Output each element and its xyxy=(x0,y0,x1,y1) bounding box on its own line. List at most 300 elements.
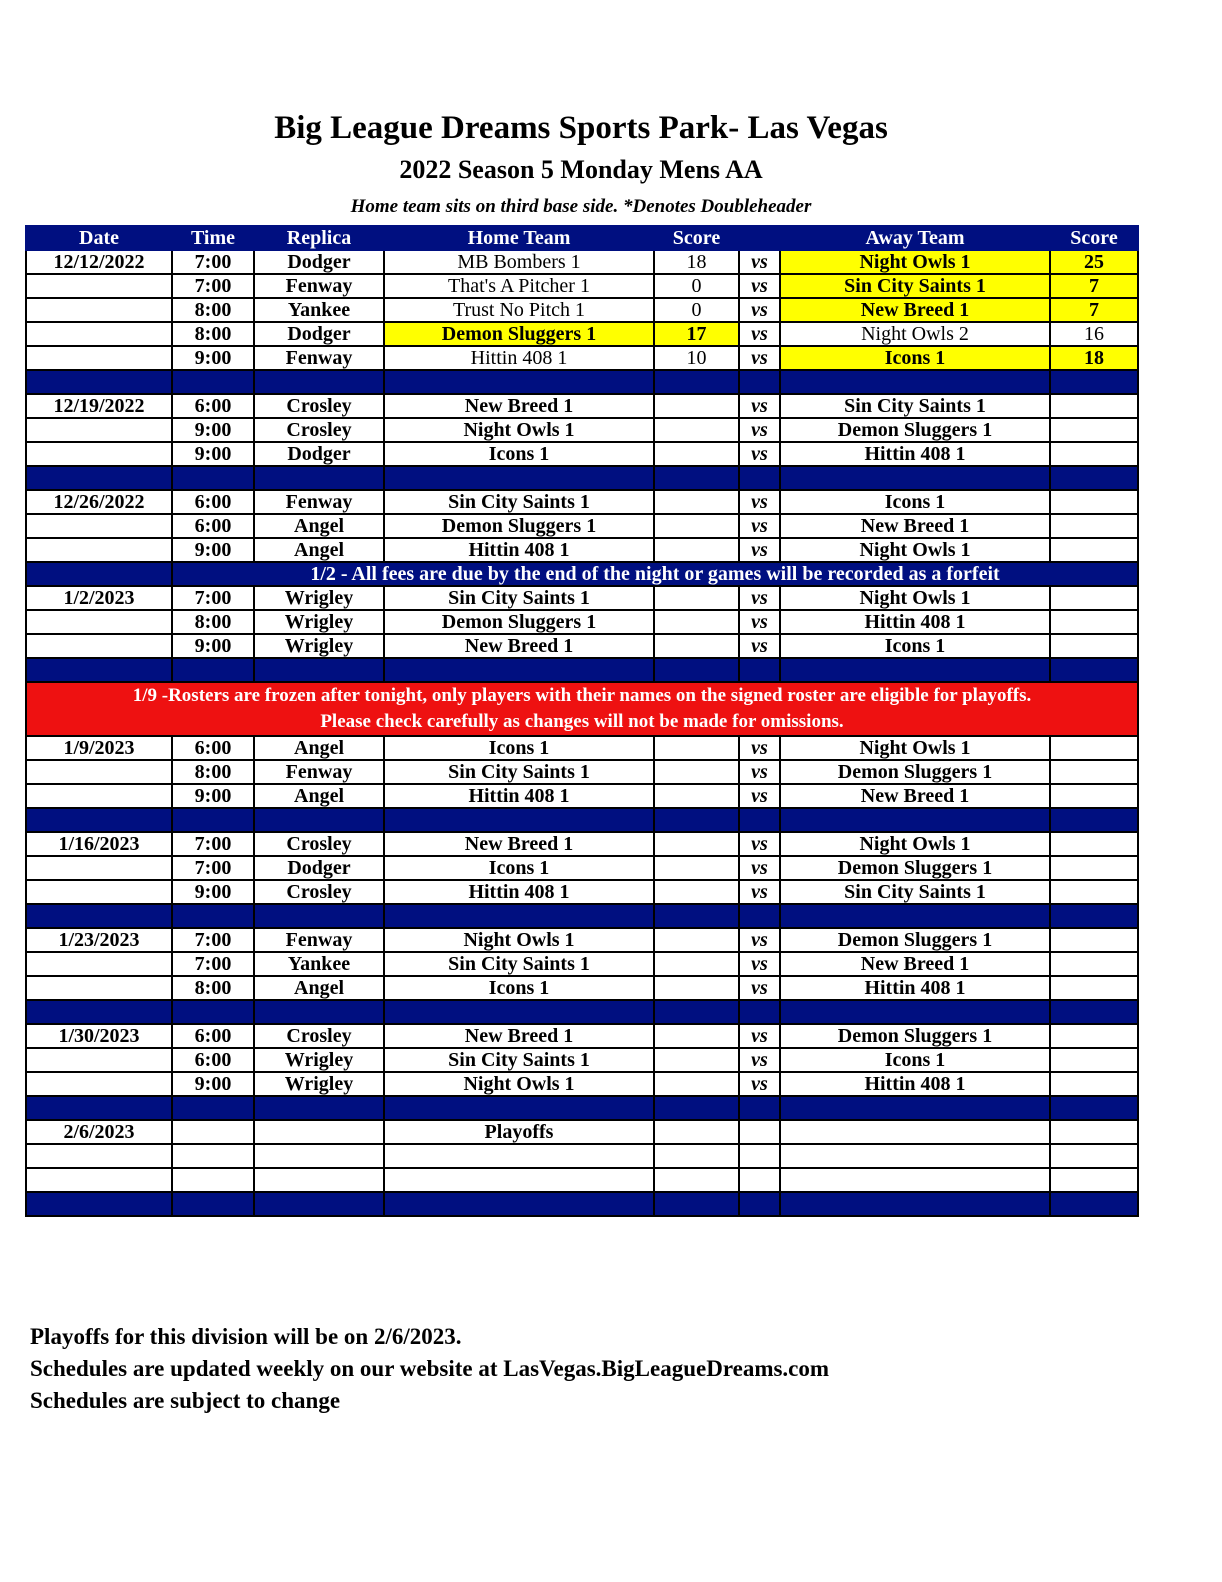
date-cell xyxy=(26,1072,172,1096)
roster-alert xyxy=(26,682,1138,736)
away-team-cell: New Breed 1 xyxy=(780,952,1050,976)
time-cell: 9:00 xyxy=(172,418,254,442)
separator-cell xyxy=(172,466,254,490)
separator-row xyxy=(26,904,1138,928)
away-score-cell: 7 xyxy=(1050,274,1138,298)
date-cell xyxy=(26,346,172,370)
away-team-cell: Night Owls 1 xyxy=(780,832,1050,856)
home-team-cell: Night Owls 1 xyxy=(384,1072,654,1096)
home-score-cell xyxy=(654,418,739,442)
separator-cell xyxy=(1050,1000,1138,1024)
empty-cell xyxy=(26,1144,172,1168)
home-score-cell xyxy=(654,832,739,856)
separator-cell xyxy=(26,1192,172,1216)
separator-cell xyxy=(384,1192,654,1216)
separator-cell xyxy=(654,1192,739,1216)
roster-alert-line-1: 1/9 -Rosters are frozen after tonight, only players with their names on the signed roster are eligible for playoffs. xyxy=(132,685,1032,706)
roster-alert-row xyxy=(26,682,1138,736)
separator-row xyxy=(26,1096,1138,1120)
away-score-cell xyxy=(1050,1024,1138,1048)
home-score-cell: 10 xyxy=(654,346,739,370)
vs-cell: vs xyxy=(739,856,780,880)
replica-cell: Fenway xyxy=(254,490,384,514)
vs-cell: vs xyxy=(739,442,780,466)
separator-row xyxy=(26,1000,1138,1024)
separator-cell xyxy=(780,1192,1050,1216)
home-team-cell: Demon Sluggers 1 xyxy=(384,610,654,634)
vs-cell: vs xyxy=(739,394,780,418)
separator-cell xyxy=(26,1096,172,1120)
header-home: Home Team xyxy=(384,226,654,250)
time-cell: 8:00 xyxy=(172,322,254,346)
away-score-cell xyxy=(1050,514,1138,538)
home-team-cell: Icons 1 xyxy=(384,442,654,466)
date-cell xyxy=(26,610,172,634)
home-team-cell: Hittin 408 1 xyxy=(384,784,654,808)
home-team-cell: Sin City Saints 1 xyxy=(384,1048,654,1072)
separator-cell xyxy=(739,1096,780,1120)
separator-cell xyxy=(739,808,780,832)
away-score-cell xyxy=(1050,856,1138,880)
vs-cell: vs xyxy=(739,274,780,298)
time-cell: 6:00 xyxy=(172,394,254,418)
header-vs xyxy=(739,226,780,250)
time-cell: 6:00 xyxy=(172,1024,254,1048)
away-score-cell xyxy=(1050,976,1138,1000)
fee-note: 1/2 - All fees are due by the end of the night or games will be recorded as a forfeit xyxy=(172,562,1138,586)
vs-cell: vs xyxy=(739,952,780,976)
separator-cell xyxy=(26,370,172,394)
time-cell: 8:00 xyxy=(172,610,254,634)
vs-cell: vs xyxy=(739,298,780,322)
vs-cell: vs xyxy=(739,490,780,514)
empty-cell xyxy=(654,1120,739,1144)
separator-cell xyxy=(254,658,384,682)
date-cell: 1/23/2023 xyxy=(26,928,172,952)
game-row xyxy=(26,586,1138,610)
away-score-cell xyxy=(1050,1072,1138,1096)
home-score-cell: 0 xyxy=(654,274,739,298)
replica-cell: Crosley xyxy=(254,880,384,904)
game-row xyxy=(26,784,1138,808)
footer-playoffs: Playoffs for this division will be on 2/6/2023. xyxy=(30,1324,462,1349)
game-row xyxy=(26,346,1138,370)
away-team-cell: Demon Sluggers 1 xyxy=(780,856,1050,880)
replica-cell: Yankee xyxy=(254,298,384,322)
vs-cell: vs xyxy=(739,1072,780,1096)
vs-cell: vs xyxy=(739,880,780,904)
separator-cell xyxy=(26,904,172,928)
away-team-cell: Icons 1 xyxy=(780,1048,1050,1072)
home-team-cell: Icons 1 xyxy=(384,736,654,760)
replica-cell: Wrigley xyxy=(254,1072,384,1096)
separator-row xyxy=(26,808,1138,832)
replica-cell: Angel xyxy=(254,784,384,808)
separator-cell xyxy=(1050,1096,1138,1120)
home-score-cell xyxy=(654,856,739,880)
time-cell: 9:00 xyxy=(172,784,254,808)
vs-cell: vs xyxy=(739,1048,780,1072)
game-row xyxy=(26,490,1138,514)
header-score2: Score xyxy=(1050,226,1138,250)
away-team-cell: Night Owls 1 xyxy=(780,250,1050,274)
vs-cell: vs xyxy=(739,634,780,658)
separator-cell xyxy=(384,1096,654,1120)
away-team-cell: New Breed 1 xyxy=(780,298,1050,322)
separator-cell xyxy=(172,1000,254,1024)
separator-cell xyxy=(739,1192,780,1216)
separator-cell xyxy=(654,370,739,394)
separator-cell xyxy=(172,904,254,928)
empty-cell xyxy=(254,1144,384,1168)
schedule-note: Home team sits on third base side. *Denotes Doubleheader xyxy=(350,196,812,217)
empty-cell xyxy=(1050,1168,1138,1192)
game-row xyxy=(26,928,1138,952)
away-team-cell: Demon Sluggers 1 xyxy=(780,418,1050,442)
home-score-cell xyxy=(654,1048,739,1072)
away-team-cell: Demon Sluggers 1 xyxy=(780,1024,1050,1048)
date-cell xyxy=(26,418,172,442)
away-score-cell xyxy=(1050,952,1138,976)
home-score-cell xyxy=(654,442,739,466)
home-score-cell xyxy=(654,610,739,634)
date-cell xyxy=(26,1048,172,1072)
separator-cell xyxy=(1050,808,1138,832)
game-row xyxy=(26,418,1138,442)
vs-cell: vs xyxy=(739,1024,780,1048)
time-cell: 6:00 xyxy=(172,1048,254,1072)
home-team-cell: New Breed 1 xyxy=(384,1024,654,1048)
away-score-cell xyxy=(1050,634,1138,658)
playoffs-row xyxy=(26,1120,1138,1144)
home-team-cell: Sin City Saints 1 xyxy=(384,952,654,976)
away-score-cell xyxy=(1050,784,1138,808)
empty-cell xyxy=(254,1120,384,1144)
vs-cell: vs xyxy=(739,610,780,634)
replica-cell: Crosley xyxy=(254,1024,384,1048)
date-cell xyxy=(26,538,172,562)
empty-cell xyxy=(654,1168,739,1192)
vs-cell: vs xyxy=(739,736,780,760)
replica-cell: Crosley xyxy=(254,418,384,442)
away-score-cell: 18 xyxy=(1050,346,1138,370)
separator-cell xyxy=(780,658,1050,682)
playoffs-date-cell: 2/6/2023 xyxy=(26,1120,172,1144)
empty-cell xyxy=(780,1168,1050,1192)
time-cell: 8:00 xyxy=(172,298,254,322)
empty-cell xyxy=(384,1144,654,1168)
empty-cell xyxy=(1050,1144,1138,1168)
game-row xyxy=(26,832,1138,856)
empty-cell xyxy=(739,1120,780,1144)
date-cell xyxy=(26,784,172,808)
separator-cell xyxy=(254,1096,384,1120)
separator-cell xyxy=(384,808,654,832)
date-cell xyxy=(26,634,172,658)
header-score: Score xyxy=(654,226,739,250)
away-score-cell xyxy=(1050,394,1138,418)
game-row xyxy=(26,1024,1138,1048)
date-cell xyxy=(26,514,172,538)
game-row xyxy=(26,1072,1138,1096)
time-cell: 9:00 xyxy=(172,634,254,658)
game-row xyxy=(26,976,1138,1000)
time-cell: 6:00 xyxy=(172,736,254,760)
separator-cell xyxy=(739,370,780,394)
date-cell xyxy=(26,760,172,784)
home-score-cell xyxy=(654,538,739,562)
separator-cell xyxy=(780,1096,1050,1120)
empty-cell xyxy=(254,1168,384,1192)
replica-cell: Fenway xyxy=(254,928,384,952)
home-team-cell: Hittin 408 1 xyxy=(384,346,654,370)
replica-cell: Angel xyxy=(254,538,384,562)
date-cell xyxy=(26,322,172,346)
separator-cell xyxy=(1050,370,1138,394)
empty-cell xyxy=(384,1168,654,1192)
away-team-cell: Icons 1 xyxy=(780,490,1050,514)
separator-cell xyxy=(172,808,254,832)
home-team-cell: Hittin 408 1 xyxy=(384,538,654,562)
separator-cell xyxy=(384,1000,654,1024)
home-score-cell xyxy=(654,634,739,658)
away-score-cell xyxy=(1050,880,1138,904)
vs-cell: vs xyxy=(739,760,780,784)
empty-cell xyxy=(26,1168,172,1192)
separator-cell xyxy=(654,1096,739,1120)
away-score-cell: 25 xyxy=(1050,250,1138,274)
date-cell: 1/2/2023 xyxy=(26,586,172,610)
vs-cell: vs xyxy=(739,418,780,442)
schedule-table xyxy=(25,225,1139,1217)
separator-cell xyxy=(384,466,654,490)
page-title: Big League Dreams Sports Park- Las Vegas xyxy=(274,110,888,146)
separator-cell xyxy=(1050,904,1138,928)
time-cell: 7:00 xyxy=(172,928,254,952)
header-time: Time xyxy=(172,226,254,250)
away-team-cell: Night Owls 2 xyxy=(780,322,1050,346)
separator-cell xyxy=(1050,466,1138,490)
home-team-cell: New Breed 1 xyxy=(384,394,654,418)
time-cell: 7:00 xyxy=(172,856,254,880)
home-score-cell xyxy=(654,880,739,904)
replica-cell: Wrigley xyxy=(254,586,384,610)
separator-cell xyxy=(654,658,739,682)
date-cell xyxy=(26,298,172,322)
vs-cell: vs xyxy=(739,784,780,808)
separator-cell xyxy=(780,1000,1050,1024)
separator-cell xyxy=(384,658,654,682)
separator-cell xyxy=(254,1000,384,1024)
separator-row xyxy=(26,1192,1138,1216)
away-team-cell: Night Owls 1 xyxy=(780,736,1050,760)
away-team-cell: Sin City Saints 1 xyxy=(780,274,1050,298)
home-team-cell: Icons 1 xyxy=(384,856,654,880)
away-score-cell: 7 xyxy=(1050,298,1138,322)
home-team-cell: Trust No Pitch 1 xyxy=(384,298,654,322)
separator-cell xyxy=(172,1192,254,1216)
empty-cell xyxy=(654,1144,739,1168)
date-cell: 12/12/2022 xyxy=(26,250,172,274)
replica-cell: Wrigley xyxy=(254,634,384,658)
replica-cell: Crosley xyxy=(254,832,384,856)
empty-cell xyxy=(780,1120,1050,1144)
time-cell: 6:00 xyxy=(172,490,254,514)
header-replica: Replica xyxy=(254,226,384,250)
away-score-cell xyxy=(1050,1048,1138,1072)
time-cell: 7:00 xyxy=(172,832,254,856)
home-score-cell xyxy=(654,586,739,610)
fee-note-row xyxy=(26,562,1138,586)
time-cell: 8:00 xyxy=(172,760,254,784)
away-score-cell xyxy=(1050,490,1138,514)
replica-cell: Dodger xyxy=(254,322,384,346)
replica-cell: Yankee xyxy=(254,952,384,976)
time-cell: 7:00 xyxy=(172,952,254,976)
home-score-cell xyxy=(654,736,739,760)
game-row xyxy=(26,322,1138,346)
page-subtitle: 2022 Season 5 Monday Mens AA xyxy=(399,155,763,184)
away-score-cell xyxy=(1050,442,1138,466)
date-cell xyxy=(26,976,172,1000)
empty-cell xyxy=(172,1144,254,1168)
replica-cell: Dodger xyxy=(254,856,384,880)
separator-cell xyxy=(384,904,654,928)
time-cell: 6:00 xyxy=(172,514,254,538)
home-score-cell xyxy=(654,976,739,1000)
replica-cell: Crosley xyxy=(254,394,384,418)
vs-cell: vs xyxy=(739,976,780,1000)
away-score-cell xyxy=(1050,418,1138,442)
separator-cell xyxy=(172,1096,254,1120)
game-row xyxy=(26,538,1138,562)
away-team-cell: Demon Sluggers 1 xyxy=(780,928,1050,952)
separator-cell xyxy=(654,1000,739,1024)
separator-cell xyxy=(172,658,254,682)
separator-cell xyxy=(26,466,172,490)
home-score-cell xyxy=(654,394,739,418)
replica-cell: Wrigley xyxy=(254,1048,384,1072)
away-score-cell: 16 xyxy=(1050,322,1138,346)
away-team-cell: Night Owls 1 xyxy=(780,586,1050,610)
away-team-cell: Hittin 408 1 xyxy=(780,976,1050,1000)
game-row xyxy=(26,394,1138,418)
separator-row xyxy=(26,370,1138,394)
date-cell xyxy=(26,274,172,298)
home-team-cell: Sin City Saints 1 xyxy=(384,586,654,610)
away-score-cell xyxy=(1050,760,1138,784)
game-row xyxy=(26,952,1138,976)
home-team-cell: Sin City Saints 1 xyxy=(384,490,654,514)
separator-cell xyxy=(254,370,384,394)
time-cell: 9:00 xyxy=(172,538,254,562)
home-score-cell xyxy=(654,952,739,976)
home-team-cell: Night Owls 1 xyxy=(384,418,654,442)
home-score-cell: 18 xyxy=(654,250,739,274)
replica-cell: Wrigley xyxy=(254,610,384,634)
away-team-cell: Sin City Saints 1 xyxy=(780,394,1050,418)
game-row xyxy=(26,1048,1138,1072)
time-cell: 8:00 xyxy=(172,976,254,1000)
separator-cell xyxy=(780,808,1050,832)
home-team-cell: MB Bombers 1 xyxy=(384,250,654,274)
game-row xyxy=(26,856,1138,880)
home-score-cell xyxy=(654,760,739,784)
home-score-cell xyxy=(654,928,739,952)
empty-cell xyxy=(172,1168,254,1192)
replica-cell: Fenway xyxy=(254,274,384,298)
time-cell: 7:00 xyxy=(172,250,254,274)
separator-cell xyxy=(780,466,1050,490)
away-team-cell: Hittin 408 1 xyxy=(780,442,1050,466)
vs-cell: vs xyxy=(739,514,780,538)
time-cell: 9:00 xyxy=(172,442,254,466)
away-team-cell: New Breed 1 xyxy=(780,784,1050,808)
away-score-cell xyxy=(1050,832,1138,856)
empty-row xyxy=(26,1144,1138,1168)
separator-cell xyxy=(172,370,254,394)
replica-cell: Dodger xyxy=(254,250,384,274)
game-row xyxy=(26,760,1138,784)
time-cell: 9:00 xyxy=(172,1072,254,1096)
separator-cell xyxy=(780,904,1050,928)
header-away: Away Team xyxy=(780,226,1050,250)
separator-cell xyxy=(26,658,172,682)
separator-cell xyxy=(739,658,780,682)
separator-cell xyxy=(654,466,739,490)
footer-website: Schedules are updated weekly on our website at LasVegas.BigLeagueDreams.com xyxy=(30,1356,830,1381)
time-cell: 9:00 xyxy=(172,346,254,370)
separator-row xyxy=(26,466,1138,490)
home-team-cell: Demon Sluggers 1 xyxy=(384,514,654,538)
home-team-cell: Sin City Saints 1 xyxy=(384,760,654,784)
game-row xyxy=(26,274,1138,298)
vs-cell: vs xyxy=(739,928,780,952)
replica-cell: Angel xyxy=(254,514,384,538)
away-team-cell: Sin City Saints 1 xyxy=(780,880,1050,904)
playoffs-label-cell: Playoffs xyxy=(384,1120,654,1144)
away-score-cell xyxy=(1050,586,1138,610)
game-row xyxy=(26,514,1138,538)
separator-cell xyxy=(384,370,654,394)
home-score-cell xyxy=(654,1024,739,1048)
date-cell xyxy=(26,880,172,904)
home-team-cell: Icons 1 xyxy=(384,976,654,1000)
date-cell: 1/9/2023 xyxy=(26,736,172,760)
away-team-cell: Night Owls 1 xyxy=(780,538,1050,562)
separator-cell xyxy=(26,808,172,832)
separator-cell xyxy=(1050,1192,1138,1216)
game-row xyxy=(26,442,1138,466)
separator-cell xyxy=(739,904,780,928)
time-cell: 7:00 xyxy=(172,274,254,298)
away-score-cell xyxy=(1050,928,1138,952)
separator-cell xyxy=(254,1192,384,1216)
empty-row xyxy=(26,1168,1138,1192)
vs-cell: vs xyxy=(739,322,780,346)
home-team-cell: That's A Pitcher 1 xyxy=(384,274,654,298)
away-score-cell xyxy=(1050,538,1138,562)
time-cell: 7:00 xyxy=(172,586,254,610)
date-cell xyxy=(26,856,172,880)
vs-cell: vs xyxy=(739,538,780,562)
game-row xyxy=(26,736,1138,760)
replica-cell: Fenway xyxy=(254,346,384,370)
roster-alert-line-2: Please check carefully as changes will not be made for omissions. xyxy=(320,711,844,732)
game-row xyxy=(26,880,1138,904)
replica-cell: Fenway xyxy=(254,760,384,784)
home-team-cell: New Breed 1 xyxy=(384,634,654,658)
